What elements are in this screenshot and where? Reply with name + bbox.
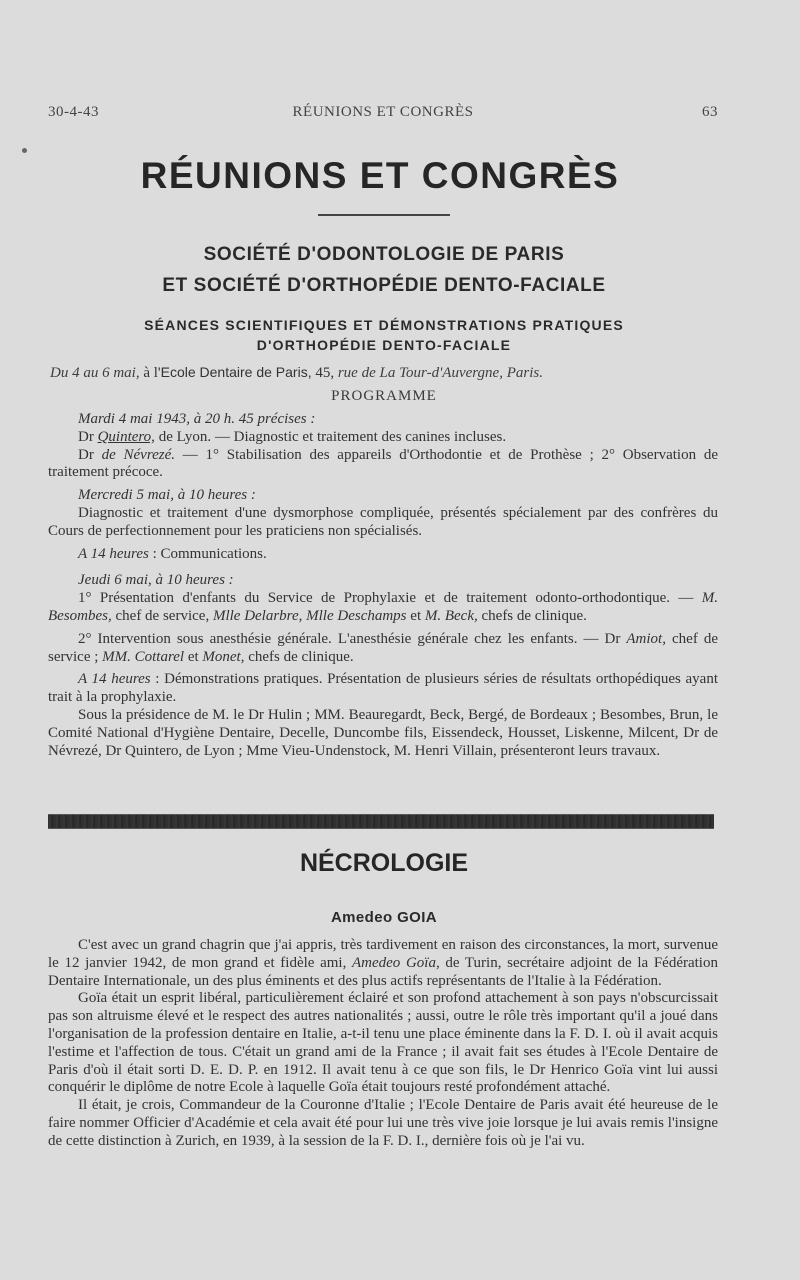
title-dr: Dr xyxy=(78,428,94,445)
speaker-name: de Névrezé. xyxy=(101,446,176,463)
item-text: 2° Intervention sous anesthésie générale. L'anesthésie générale chez les enfants. — xyxy=(78,630,605,647)
obituary-paragraph-3: Il était, je crois, Commandeur de la Couronne d'Italie ; l'Ecole Dentaire de Paris avait été heureuse de le faire nommer Officier d'Académie et cela avait été pour lui une très vive joie lorsque je lui avais remis l'insigne de cette distinction à Zurich, en 1939, à la session de la F. D. I., dernière fois où je l'ai vu. xyxy=(48,1097,718,1149)
person-name: Amiot, xyxy=(626,630,666,647)
obituary-body xyxy=(48,937,718,1151)
person-name: M. Beck, xyxy=(424,607,478,624)
tuesday-item-2 xyxy=(48,447,718,483)
person-name: Amedeo Goïa, xyxy=(351,954,440,971)
item-text: chef de service, xyxy=(111,607,213,624)
person-name: M. Besombes, xyxy=(48,590,718,624)
seances-line-1: SÉANCES SCIENTIFIQUES ET DÉMONSTRATIONS PRATIQUES xyxy=(144,317,624,333)
running-title: RÉUNIONS ET CONGRÈS xyxy=(292,104,474,120)
afternoon-text: : Communications. xyxy=(148,545,267,562)
thursday-afternoon xyxy=(48,671,718,707)
thursday-item-1 xyxy=(48,590,718,626)
talk-text: de Lyon. — Diagnostic et traitement des canines incluses. xyxy=(154,428,507,445)
speaker-name: Quintero, xyxy=(97,428,155,445)
item-text: 1° Présentation d'enfants du Service de Prophylaxie et de traitement odonto-orthodontique. — xyxy=(78,590,702,607)
thursday-closing: Sous la présidence de M. le Dr Hulin ; MM. Beauregardt, Beck, Bergé, de Bordeaux ; Besombes, Brun, le Comité National d'Hygiène Dentaire, Decelle, Duncombe fils, Eissendeck, Housset, Liskenne, Milcent, Dr de Névrezé, Dr Quintero, de Lyon ; Mme Vieu-Undenstock, M. Henri Villain, présenteront leurs travaux. xyxy=(48,706,718,759)
tuesday-item-1 xyxy=(48,429,718,447)
wednesday-afternoon xyxy=(48,546,718,564)
venue-at: à l' xyxy=(139,365,161,381)
venue-line xyxy=(50,364,722,382)
programme-heading: PROGRAMME xyxy=(331,388,437,404)
person-name: MM. Cottarel xyxy=(102,648,185,665)
item-text: chefs de clinique. xyxy=(477,607,587,624)
wednesday-date xyxy=(48,487,718,505)
title-dr: Dr xyxy=(604,630,621,647)
venue-address: rue de La Tour-d'Auvergne, Paris. xyxy=(337,365,543,381)
paragraph-text: C'est avec un grand chagrin que j'ai appris, très tardivement en raison des circonstances, la mort, survenue le 12 janvier 1942, de mon grand et fidèle ami, xyxy=(48,937,718,971)
venue-dates: Du 4 au 6 mai, xyxy=(50,365,140,381)
talk-text: — 1° Stabilisation des appareils d'Orthodontie et de Prothèse ; 2° Observation de traitement précoce. xyxy=(48,446,718,481)
tuesday-date xyxy=(48,411,718,429)
thursday-item-2 xyxy=(48,631,718,667)
obituary-paragraph-2: Goïa était un esprit libéral, particulièrement éclairé et son profond attachement à son pays n'obscurcissait pas son altruisme élevé et le respect des autres nationalités ; aussi, outre le rôle très important qu'il a joué dans l'organisation de la profession dentaire en Italie, a-t-il tenu une place éminente dans la F. D. I. où il avait acquis l'estime et l'affection de tous. C'était un grand ami de la France ; il avait fait ses études à l'Ecole Dentaire de Paris d'où il était sorti D. E. D. P. en 1912. Il avait tenu à ce que son fils, le Dr Henrico Goïa vint lui aussi conquérir le diplôme de notre Ecole à laquelle Goïa était toujours resté profondément attaché. xyxy=(48,990,718,1096)
thursday-date-text: Jeudi 6 mai, à 10 heures : xyxy=(78,572,234,589)
afternoon-text: : Démonstrations pratiques. Présentation de plusieurs séries de résultats orthopédiques ayant trait à la prophylaxie. xyxy=(48,671,718,706)
page-number: 63 xyxy=(702,104,718,120)
programme-body xyxy=(48,411,718,760)
obituary-paragraph-1 xyxy=(48,937,718,990)
tuesday-date-text: Mardi 4 mai 1943, à 20 h. 45 précises : xyxy=(78,411,316,427)
wednesday-text: Diagnostic et traitement d'une dysmorphose compliquée, présentés spécialement par des confrères du Cours de perfectionnement pour les praticiens non spécialisés. xyxy=(48,504,718,539)
issue-date: 30-4-43 xyxy=(48,104,99,120)
necrologie-title: NÉCROLOGIE xyxy=(299,849,469,877)
item-text: et xyxy=(184,648,203,665)
thursday-date xyxy=(48,572,718,590)
obituary-person: Amedeo GOIA xyxy=(330,909,438,926)
seances-line-2: D'ORTHOPÉDIE DENTO-FACIALE xyxy=(256,337,512,353)
running-head xyxy=(48,104,718,124)
section-title: RÉUNIONS ET CONGRÈS xyxy=(140,155,620,196)
venue-number: 45, xyxy=(311,365,338,381)
item-text: et xyxy=(406,607,425,624)
title-dr: Dr xyxy=(78,446,94,463)
section-divider-banner xyxy=(48,814,714,829)
afternoon-time: A 14 heures xyxy=(78,545,149,562)
venue-school: Ecole Dentaire de Paris, xyxy=(160,364,312,380)
person-name: Monet, xyxy=(202,648,245,665)
margin-dot xyxy=(22,148,27,153)
person-name: Mlle Delarbre, Mlle Deschamps xyxy=(212,607,407,624)
title-rule xyxy=(318,214,450,216)
society-line-2: ET SOCIÉTÉ D'ORTHOPÉDIE DENTO-FACIALE xyxy=(162,275,606,296)
item-text: chefs de clinique. xyxy=(244,648,354,665)
society-line-1: SOCIÉTÉ D'ODONTOLOGIE DE PARIS xyxy=(203,244,565,265)
afternoon-time: A 14 heures xyxy=(78,671,151,688)
paragraph-text: de Turin, secrétaire adjoint de la Fédération Dentaire Internationale, un des plus éminents et des plus actifs représentants de l'Italie à la Fédération. xyxy=(48,954,718,989)
item-text: chef de service ; xyxy=(48,630,718,665)
wednesday-date-text: Mercredi 5 mai, à 10 heures : xyxy=(78,487,256,504)
